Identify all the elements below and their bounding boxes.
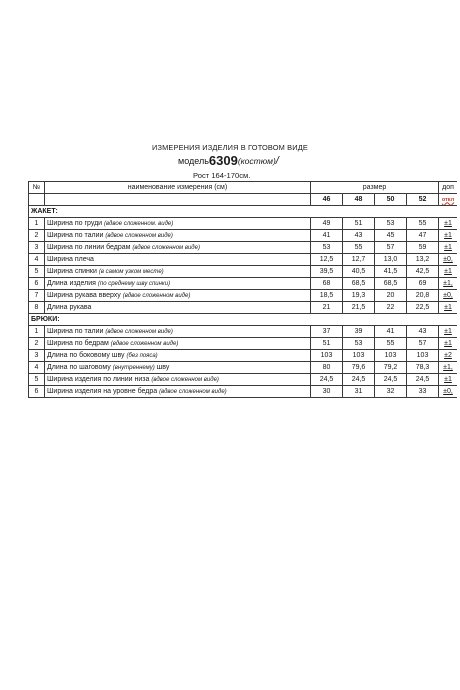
tolerance-value-cell	[439, 230, 458, 242]
size-value-46: 49	[311, 218, 343, 230]
tolerance-value: ±1	[444, 375, 452, 383]
tolerance-value-cell	[439, 326, 458, 338]
tolerance-value: ±2	[444, 351, 452, 359]
tolerance-value-cell	[439, 266, 458, 278]
size-value-52: 78,3	[407, 362, 439, 374]
measurement-name: Ширина спинки	[47, 267, 97, 275]
size-value-46: 21	[311, 302, 343, 314]
size-value-46: 80	[311, 362, 343, 374]
tolerance-value-cell	[439, 338, 458, 350]
row-number: 1	[29, 326, 45, 338]
size-value-48: 39	[343, 326, 375, 338]
size-value-52: 55	[407, 218, 439, 230]
measurement-table-body	[29, 182, 458, 398]
size-value-50: 55	[375, 338, 407, 350]
measurement-name: Длина по боковому шву	[47, 351, 125, 359]
measurement-name-cell	[45, 242, 311, 254]
table-row	[29, 302, 458, 314]
row-number: 2	[29, 230, 45, 242]
height-range: Рост 164-170см.	[193, 171, 251, 180]
size-value-48: 51	[343, 218, 375, 230]
table-row	[29, 290, 458, 302]
size-value-48: 55	[343, 242, 375, 254]
tolerance-value: ±1	[444, 303, 452, 311]
size-value-46: 53	[311, 242, 343, 254]
row-number: 6	[29, 386, 45, 398]
table-row	[29, 242, 458, 254]
tolerance-value: ±0,	[443, 255, 453, 263]
measurement-name-tail: шву	[154, 363, 170, 371]
size-value-50: 22	[375, 302, 407, 314]
header-tolerance: доп	[439, 182, 458, 194]
size-value-52: 103	[407, 350, 439, 362]
size-value-50: 32	[375, 386, 407, 398]
measurement-note: (без пояса)	[126, 352, 158, 359]
table-row	[29, 386, 458, 398]
tolerance-value-cell	[439, 242, 458, 254]
row-number: 2	[29, 338, 45, 350]
size-value-48: 31	[343, 386, 375, 398]
measurement-name: Ширина изделия на уровне бедра	[47, 387, 158, 395]
model-bar: /	[275, 155, 279, 167]
size-value-52: 24,5	[407, 374, 439, 386]
table-sizes-row	[29, 194, 458, 206]
size-48: 48	[343, 194, 375, 206]
measurement-name-cell	[45, 350, 311, 362]
tolerance-value: ±1,	[443, 279, 453, 287]
measurement-note: (в самом узком месте)	[98, 268, 164, 275]
size-value-52: 42,5	[407, 266, 439, 278]
size-value-52: 33	[407, 386, 439, 398]
measurement-name-cell	[45, 362, 311, 374]
measurement-name: Ширина рукава вверху	[47, 291, 121, 299]
size-value-46: 12,5	[311, 254, 343, 266]
tolerance-value: ±1	[444, 243, 452, 251]
tolerance-sub: откл	[441, 196, 455, 203]
row-number: 3	[29, 242, 45, 254]
tolerance-value-cell	[439, 374, 458, 386]
tolerance-value: ±1	[444, 327, 452, 335]
measurement-name-cell	[45, 266, 311, 278]
tolerance-value: ±1	[444, 231, 452, 239]
size-value-50: 20	[375, 290, 407, 302]
size-50: 50	[375, 194, 407, 206]
table-row	[29, 218, 458, 230]
size-value-46: 103	[311, 350, 343, 362]
size-52: 52	[407, 194, 439, 206]
size-value-52: 59	[407, 242, 439, 254]
size-value-52: 22,5	[407, 302, 439, 314]
size-value-52: 13,2	[407, 254, 439, 266]
size-value-50: 68,5	[375, 278, 407, 290]
table-row	[29, 254, 458, 266]
size-value-46: 51	[311, 338, 343, 350]
measurement-note: (вдвое сложенном виде)	[159, 388, 227, 395]
table-row	[29, 338, 458, 350]
measurement-name-cell	[45, 326, 311, 338]
size-value-48: 79,6	[343, 362, 375, 374]
table-row	[29, 266, 458, 278]
measurement-note: (по среднему шву спинки)	[97, 280, 171, 287]
section-title: ЖАКЕТ:	[29, 206, 458, 218]
size-value-46: 37	[311, 326, 343, 338]
size-value-48: 40,5	[343, 266, 375, 278]
size-value-52: 69	[407, 278, 439, 290]
table-row	[29, 230, 458, 242]
measurement-name-cell	[45, 338, 311, 350]
row-number: 3	[29, 350, 45, 362]
size-value-46: 30	[311, 386, 343, 398]
measurement-note: (внутреннему)	[112, 364, 155, 371]
size-value-48: 43	[343, 230, 375, 242]
tolerance-value-cell	[439, 302, 458, 314]
measurement-name: Длина по шаговому	[47, 363, 111, 371]
size-value-46: 24,5	[311, 374, 343, 386]
tolerance-value: ±1	[444, 339, 452, 347]
size-value-48: 53	[343, 338, 375, 350]
measurement-note: (вдвое сложенном виде)	[151, 376, 219, 383]
tolerance-value: ±1	[444, 219, 452, 227]
size-value-50: 79,2	[375, 362, 407, 374]
header-size: размер	[311, 182, 439, 194]
model-prefix: модель	[178, 156, 209, 166]
model-line	[178, 153, 279, 168]
tolerance-value-cell	[439, 350, 458, 362]
size-value-52: 20,8	[407, 290, 439, 302]
tolerance-value-cell	[439, 290, 458, 302]
measurement-name-cell	[45, 374, 311, 386]
header-no: №	[29, 182, 45, 194]
row-number: 4	[29, 254, 45, 266]
measurement-name: Ширина по бедрам	[47, 339, 109, 347]
measurement-note: (вдвое сложенном виде)	[105, 232, 173, 239]
size-value-46: 68	[311, 278, 343, 290]
size-value-48: 68,5	[343, 278, 375, 290]
size-value-52: 43	[407, 326, 439, 338]
size-value-50: 45	[375, 230, 407, 242]
measurement-name-cell	[45, 218, 311, 230]
measurement-name: Длина изделия	[47, 279, 96, 287]
tolerance-value-cell	[439, 362, 458, 374]
size-value-46: 41	[311, 230, 343, 242]
size-value-46: 18,5	[311, 290, 343, 302]
sizes-no-cell	[29, 194, 45, 206]
row-number: 6	[29, 278, 45, 290]
measurement-name-cell	[45, 230, 311, 242]
tolerance-value: ±0,	[443, 291, 453, 299]
tolerance-value-cell	[439, 254, 458, 266]
measurement-note: (вдвое сложенном виде)	[110, 340, 179, 347]
measurement-note: (вдвое сложенном. виде)	[104, 220, 174, 227]
size-value-50: 13,0	[375, 254, 407, 266]
model-number: 6309	[208, 153, 238, 168]
measurement-name-cell	[45, 290, 311, 302]
row-number: 8	[29, 302, 45, 314]
table-header-row	[29, 182, 458, 194]
size-value-48: 24,5	[343, 374, 375, 386]
measurement-name: Ширина изделия по линии низа	[47, 375, 150, 383]
measurement-note: (вдвое сложенном виде)	[132, 244, 200, 251]
measurement-note: (вдвое сложенном виде)	[105, 328, 173, 335]
size-value-50: 57	[375, 242, 407, 254]
page-title: ИЗМЕРЕНИЯ ИЗДЕЛИЯ В ГОТОВОМ ВИДЕ	[152, 143, 308, 152]
size-value-50: 41	[375, 326, 407, 338]
row-number: 7	[29, 290, 45, 302]
measurement-name: Длина рукава	[47, 303, 92, 311]
tolerance-value: ±0,	[443, 387, 453, 395]
tolerance-value-cell	[439, 218, 458, 230]
header-name: наименование измерения (см)	[45, 182, 311, 194]
size-value-50: 41,5	[375, 266, 407, 278]
section-title: БРЮКИ:	[29, 314, 458, 326]
table-row	[29, 326, 458, 338]
measurement-name-cell	[45, 278, 311, 290]
table-row	[29, 362, 458, 374]
size-value-50: 103	[375, 350, 407, 362]
table-row	[29, 350, 458, 362]
measurement-name: Ширина плеча	[47, 255, 94, 263]
tolerance-value-cell	[439, 278, 458, 290]
row-number: 4	[29, 362, 45, 374]
model-type: (костюм)	[237, 156, 276, 166]
size-value-50: 53	[375, 218, 407, 230]
measurement-name: Ширина по линии бедрам	[47, 243, 131, 251]
size-value-48: 19,3	[343, 290, 375, 302]
measurement-name-cell	[45, 254, 311, 266]
measurement-name: Ширина по талии	[47, 327, 104, 335]
measurement-name-cell	[45, 302, 311, 314]
tolerance-value: ±1,	[443, 363, 453, 371]
measurement-name-cell	[45, 386, 311, 398]
size-value-52: 47	[407, 230, 439, 242]
measurement-table	[28, 181, 457, 398]
row-number: 1	[29, 218, 45, 230]
table-row	[29, 278, 458, 290]
section-row	[29, 206, 458, 218]
size-value-50: 24,5	[375, 374, 407, 386]
row-number: 5	[29, 374, 45, 386]
spec-table-wrap	[28, 181, 457, 398]
size-46: 46	[311, 194, 343, 206]
measurement-note: (вдвое сложенном виде)	[122, 292, 191, 299]
table-row	[29, 374, 458, 386]
size-value-46: 39,5	[311, 266, 343, 278]
size-value-48: 103	[343, 350, 375, 362]
size-value-52: 57	[407, 338, 439, 350]
sizes-name-cell	[45, 194, 311, 206]
tolerance-value-cell	[439, 386, 458, 398]
tolerance-sub-cell	[439, 194, 458, 206]
section-row	[29, 314, 458, 326]
size-value-48: 21,5	[343, 302, 375, 314]
measurement-name: Ширина по талии	[47, 231, 104, 239]
tolerance-value: ±1	[444, 267, 452, 275]
measurement-name: Ширина по груди	[47, 219, 103, 227]
row-number: 5	[29, 266, 45, 278]
size-value-48: 12,7	[343, 254, 375, 266]
